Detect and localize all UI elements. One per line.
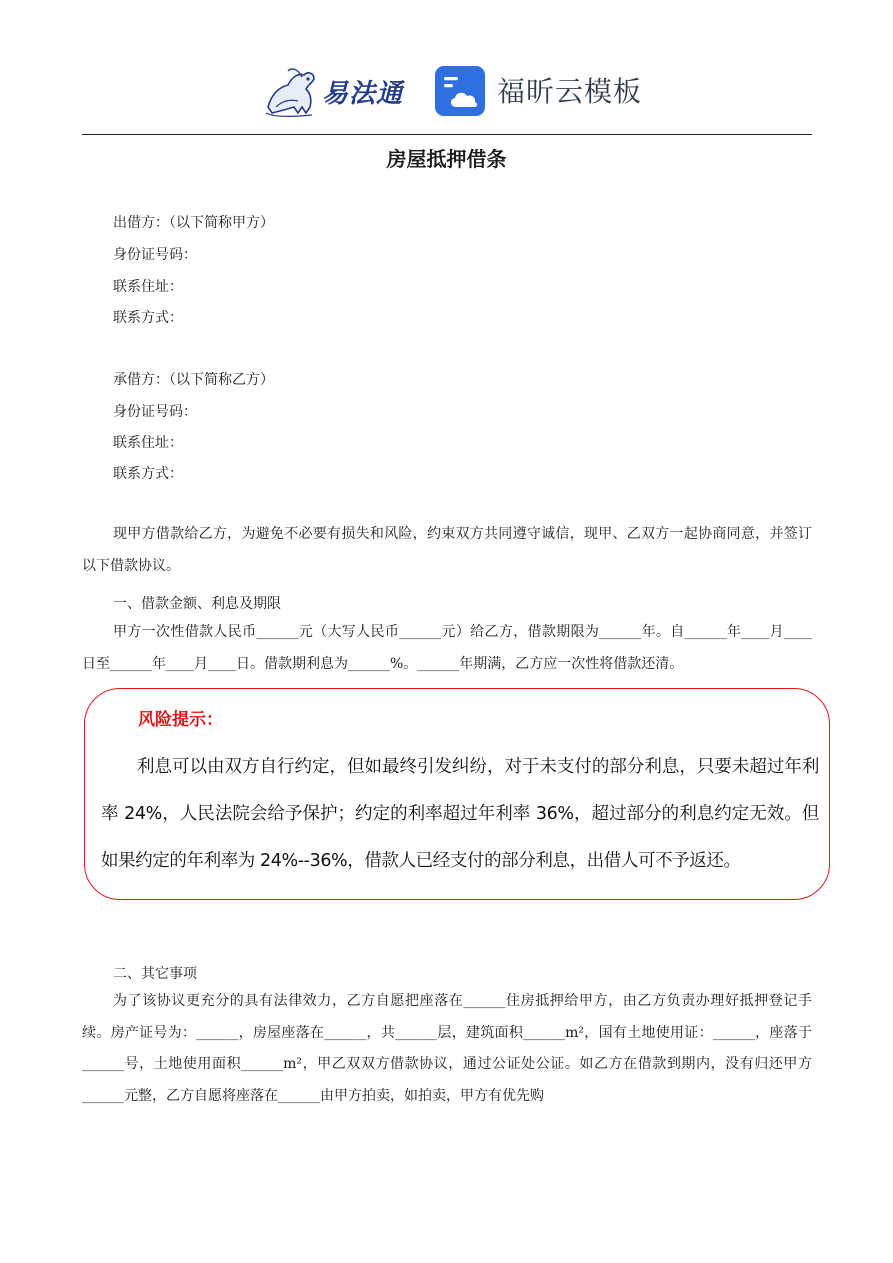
document-title: 房屋抵押借条 [386,147,507,171]
section2-heading: 二、其它事项 [113,966,197,982]
risk-warning-box [84,688,830,900]
intro-paragraph: 现甲方借款给乙方，为避免不必要有损失和风险，约束双方共同遵守诚信，现甲、乙双方一起协商同意，并签订以下借款协议。 [82,526,812,574]
borrower-label: 承借方：（以下简称乙方） [113,372,274,388]
risk-warning-body: 利息可以由双方自行约定，但如最终引发纠纷，对于未支付的部分利息，只要未超过年利率 24%，人民法院会给予保护；约定的利率超过年利率 36%，超过部分的利息约定无效。但如果约定的年利率为 24%--36%，借款人已经支付的部分利息，出借人可不予返还。 [101,757,819,871]
yifatong-logo-text: 易法通 [322,79,404,109]
foxit-cloud-logo-text: 福昕云模板 [497,75,643,108]
document-header [0,55,893,125]
lender-address-label: 联系住址： [113,279,183,295]
risk-warning-title: 风险提示： [138,710,223,730]
foxit-cloud-logo-icon [434,65,486,117]
section2-body: 为了该协议更充分的具有法律效力，乙方自愿把座落在______住房抵押给甲方，由乙方负责办理好抵押登记手续。房产证号为：______，房屋座落在______，共______层，建筑面积______m²，国有土地使用证：______，座落于______号，土地使用面积______m²，甲乙双双方借款协议，通过公证处公证。如乙方在借款到期内，没有归还甲方______元整，乙方自愿将座落在______由甲方拍卖，如拍卖，甲方有优先购 [82,993,812,1104]
section1-body: 甲方一次性借款人民币______元（大写人民币______元）给乙方，借款期限为______年。自______年____月____日至______年____月____日。借款期利息为______%。______年期满，乙方应一次性将借款还清。 [82,624,812,672]
lender-id-label: 身份证号码： [113,247,197,263]
header-divider [82,134,812,135]
borrower-id-label: 身份证号码： [113,404,197,420]
lender-label: 出借方：（以下简称甲方） [113,215,274,231]
lender-contact-label: 联系方式： [113,310,183,326]
borrower-contact-label: 联系方式： [113,466,183,482]
borrower-address-label: 联系住址： [113,435,183,451]
section1-heading: 一、借款金额、利息及期限 [113,596,281,612]
